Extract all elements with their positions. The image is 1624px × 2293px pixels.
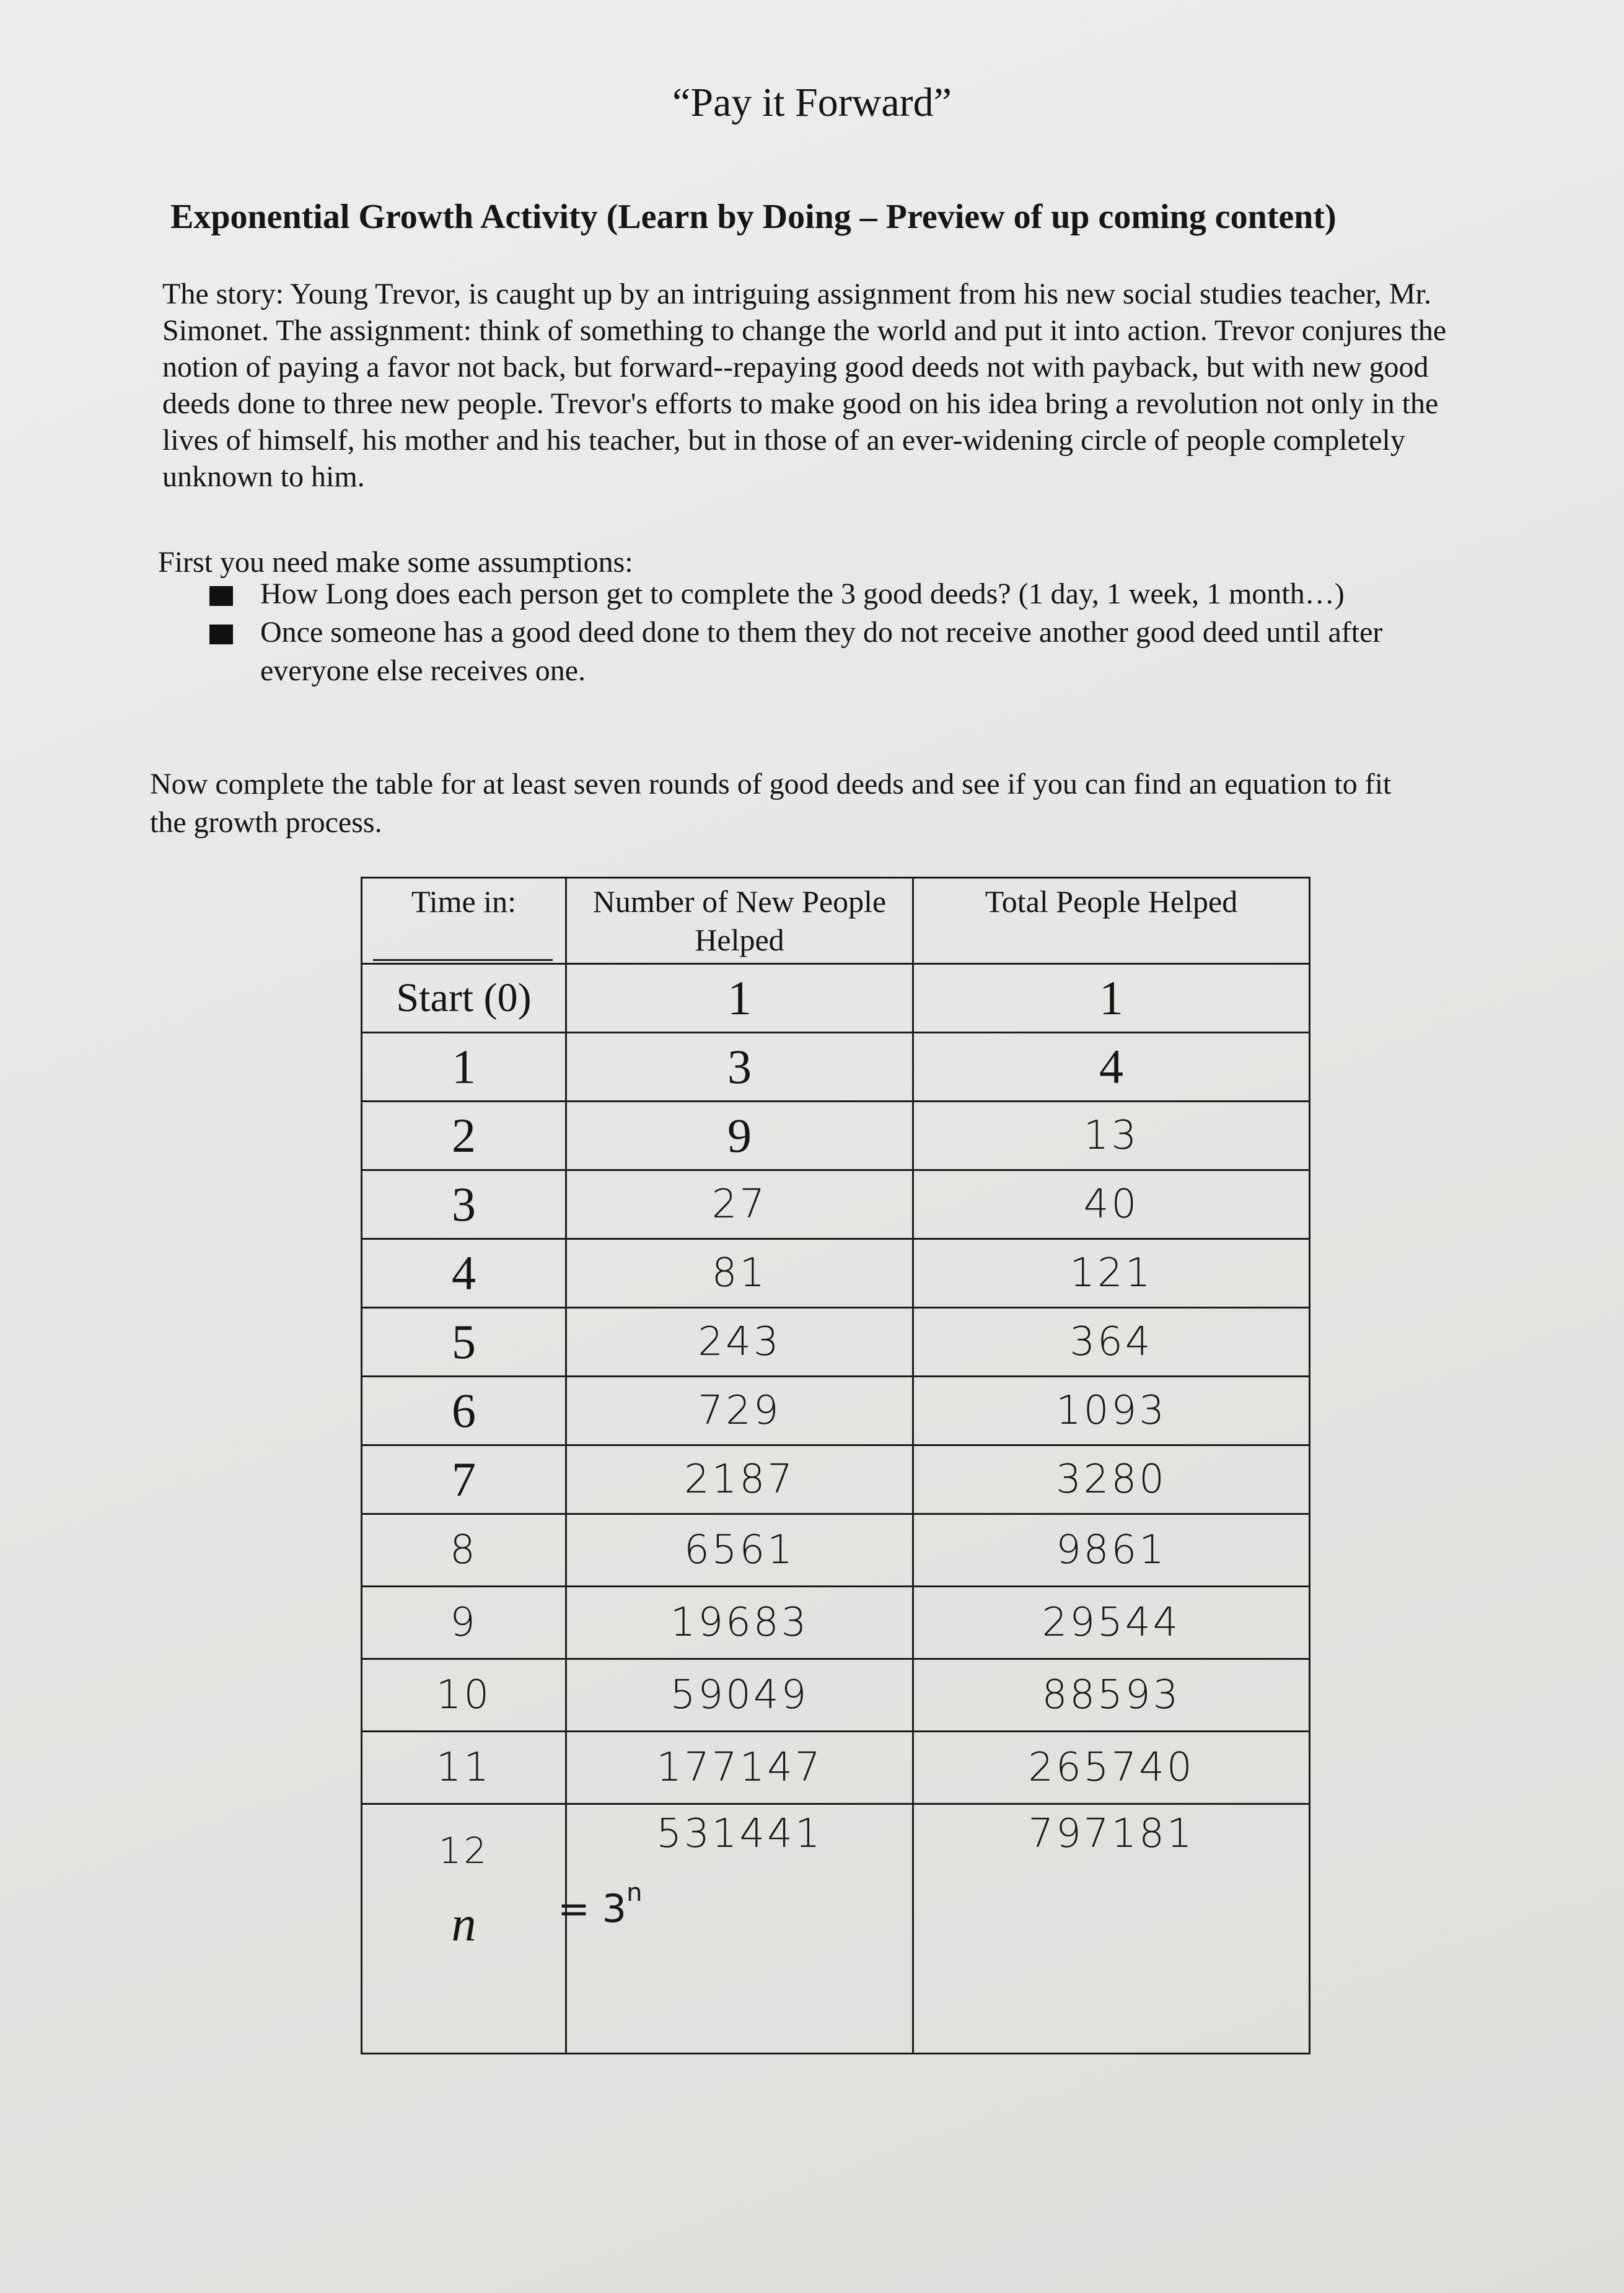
total-people-cell: 29544 bbox=[913, 1587, 1310, 1659]
total-people-cell: 13 bbox=[913, 1102, 1310, 1170]
table-row bbox=[362, 1732, 1310, 1804]
n-label: n bbox=[451, 1897, 476, 1952]
table-row bbox=[362, 1804, 1310, 2054]
table-row bbox=[362, 1239, 1310, 1308]
formula-exponent: n bbox=[626, 1879, 643, 1907]
list-item bbox=[204, 575, 1475, 613]
time-cell: 4 bbox=[362, 1239, 566, 1308]
time-cell: 3 bbox=[362, 1170, 566, 1239]
header-time: Time in: bbox=[362, 878, 566, 964]
total-people-cell: 364 bbox=[913, 1308, 1310, 1377]
page-title: “Pay it Forward” bbox=[672, 80, 952, 125]
new-people-cell: 6561 bbox=[566, 1514, 913, 1587]
total-people-cell: 4 bbox=[913, 1033, 1310, 1102]
new-people-cell: 3 bbox=[566, 1033, 913, 1102]
new-people-cell: 531441 bbox=[566, 1804, 913, 2054]
time-cell: 9 bbox=[362, 1587, 566, 1659]
formula-lhs: = 3 bbox=[558, 1886, 627, 1931]
total-people-cell: 1093 bbox=[913, 1377, 1310, 1445]
total-people-cell: 265740 bbox=[913, 1732, 1310, 1804]
total-people-cell: 797181 bbox=[913, 1804, 1310, 2054]
time-cell: 5 bbox=[362, 1308, 566, 1377]
time-cell: 1 bbox=[362, 1033, 566, 1102]
growth-table bbox=[361, 877, 1310, 2054]
new-people-cell: 9 bbox=[566, 1102, 913, 1170]
formula-annotation bbox=[558, 1879, 642, 1931]
instructions-paragraph: Now complete the table for at least seven rounds of good deeds and see if you can find an equation to fit the growth process. bbox=[150, 768, 1392, 839]
total-people-cell: 9861 bbox=[913, 1514, 1310, 1587]
assumptions-intro: First you need make some assumptions: bbox=[158, 546, 633, 579]
table-row bbox=[362, 1170, 1310, 1239]
time-value: 12 bbox=[438, 1830, 489, 1872]
time-cell: 8 bbox=[362, 1514, 566, 1587]
assumption-text: How Long does each person get to complete the 3 good deeds? (1 day, 1 week, 1 month…) bbox=[260, 577, 1345, 610]
total-people-cell: 40 bbox=[913, 1170, 1310, 1239]
new-people-cell: 177147 bbox=[566, 1732, 913, 1804]
total-people-cell: 1 bbox=[913, 964, 1310, 1033]
new-people-cell: 729 bbox=[566, 1377, 913, 1445]
square-bullet-icon bbox=[209, 586, 233, 606]
table-row bbox=[362, 1033, 1310, 1102]
new-people-cell: 59049 bbox=[566, 1659, 913, 1732]
total-people-cell: 88593 bbox=[913, 1659, 1310, 1732]
story-paragraph: The story: Young Trevor, is caught up by an intriguing assignment from his new social studies teacher, Mr. Simonet. The assignment: think of something to change the world and put it into action. Trevor conjures the notion of paying a favor not back, but forward--repaying good deeds not with payback, but with new good deeds done to three new people. Trevor's efforts to make good on his idea bring a revolution not only in the lives of himself, his mother and his teacher, but in those of an ever-widening circle of people completely unknown to him. bbox=[162, 278, 1447, 493]
activity-subtitle: Exponential Growth Activity (Learn by Doing – Preview of up coming content) bbox=[170, 198, 1337, 236]
time-cell: 6 bbox=[362, 1377, 566, 1445]
new-people-cell: 1 bbox=[566, 964, 913, 1033]
table-row bbox=[362, 1659, 1310, 1732]
table-row bbox=[362, 1587, 1310, 1659]
table-row bbox=[362, 964, 1310, 1033]
new-people-cell: 2187 bbox=[566, 1445, 913, 1514]
new-people-cell: 81 bbox=[566, 1239, 913, 1308]
new-people-cell: 243 bbox=[566, 1308, 913, 1377]
total-people-cell: 3280 bbox=[913, 1445, 1310, 1514]
list-item bbox=[204, 613, 1475, 690]
assumption-text: Once someone has a good deed done to them they do not receive another good deed until after everyone else receives one. bbox=[260, 616, 1383, 687]
header-underline bbox=[373, 959, 553, 961]
time-cell: Start (0) bbox=[362, 964, 566, 1033]
table-row bbox=[362, 1102, 1310, 1170]
table-header-row bbox=[362, 878, 1310, 964]
new-people-cell: 27 bbox=[566, 1170, 913, 1239]
time-cell: 2 bbox=[362, 1102, 566, 1170]
square-bullet-icon bbox=[209, 625, 233, 644]
header-new-people: Number of New People Helped bbox=[566, 878, 913, 964]
assumptions-list bbox=[204, 575, 1475, 690]
time-cell-stack bbox=[362, 1804, 566, 2054]
table-row bbox=[362, 1377, 1310, 1445]
table-row bbox=[362, 1445, 1310, 1514]
time-cell: 10 bbox=[362, 1659, 566, 1732]
table-row bbox=[362, 1308, 1310, 1377]
time-cell: 7 bbox=[362, 1445, 566, 1514]
table-row bbox=[362, 1514, 1310, 1587]
header-total-people: Total People Helped bbox=[913, 878, 1310, 964]
new-people-cell: 19683 bbox=[566, 1587, 913, 1659]
total-people-cell: 121 bbox=[913, 1239, 1310, 1308]
time-cell: 11 bbox=[362, 1732, 566, 1804]
